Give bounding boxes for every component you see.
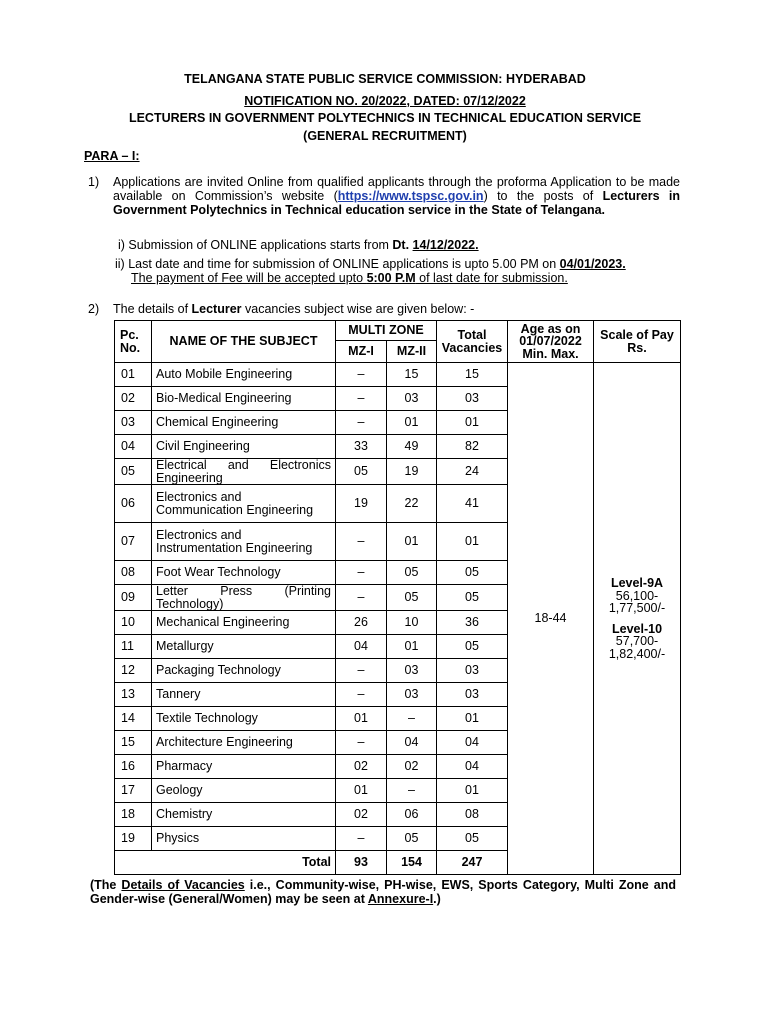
row-number: 13 xyxy=(115,683,152,707)
row-subject: Tannery xyxy=(152,683,336,707)
row-total: 41 xyxy=(437,485,508,523)
row-subject: Textile Technology xyxy=(152,707,336,731)
header-sno-line2: No. xyxy=(120,340,141,355)
row-mz2: 05 xyxy=(387,561,437,585)
fee-note xyxy=(131,271,568,285)
para-label: PARA – I: xyxy=(84,149,140,163)
row-total: 04 xyxy=(437,731,508,755)
row-total: 01 xyxy=(437,707,508,731)
row-number: 02 xyxy=(115,387,152,411)
row-total: 05 xyxy=(437,561,508,585)
row-total: 01 xyxy=(437,411,508,435)
row-subject: Mechanical Engineering xyxy=(152,611,336,635)
row-total: 03 xyxy=(437,659,508,683)
row-number: 11 xyxy=(115,635,152,659)
row-subject: Chemistry xyxy=(152,803,336,827)
row-total: 82 xyxy=(437,435,508,459)
row-total: 01 xyxy=(437,779,508,803)
item2-text xyxy=(113,302,474,316)
row-total: 05 xyxy=(437,635,508,659)
item2-text-a: The details of xyxy=(113,302,192,316)
header-multi-zone: MULTI ZONE xyxy=(336,321,437,341)
row-subject: Electronics and Communication Engineering xyxy=(152,485,336,523)
row-number: 03 xyxy=(115,411,152,435)
footnote-c: .) xyxy=(433,892,441,906)
row-subject: Metallurgy xyxy=(152,635,336,659)
row-mz1: – xyxy=(336,683,387,707)
row-mz2: 05 xyxy=(387,827,437,851)
row-mz2: 01 xyxy=(387,411,437,435)
fee-a: The payment of Fee will be accepted upto xyxy=(131,271,367,285)
header-total xyxy=(437,321,508,363)
vacancy-table xyxy=(114,320,681,875)
row-total: 36 xyxy=(437,611,508,635)
footnote xyxy=(90,878,676,906)
row-mz1: 04 xyxy=(336,635,387,659)
sub-i-prefix: i) Submission of ONLINE applications starts from xyxy=(118,238,393,252)
table-row xyxy=(115,363,681,387)
row-number: 15 xyxy=(115,731,152,755)
row-number: 01 xyxy=(115,363,152,387)
item1-text-a: Applications are invited Online from qualified applicants through the proforma Application to be made available on Commission’s website ( xyxy=(113,175,680,203)
row-mz1: 01 xyxy=(336,779,387,803)
row-mz2: 03 xyxy=(387,659,437,683)
sub-i-dt: Dt. xyxy=(392,238,413,252)
age-range: 18-44 xyxy=(508,363,594,875)
row-subject: Chemical Engineering xyxy=(152,411,336,435)
totals-mz1: 93 xyxy=(336,851,387,875)
row-mz1: – xyxy=(336,523,387,561)
row-number: 19 xyxy=(115,827,152,851)
row-mz1: – xyxy=(336,363,387,387)
row-number: 14 xyxy=(115,707,152,731)
row-mz2: 06 xyxy=(387,803,437,827)
sub-ii-prefix: ii) Last date and time for submission of ONLINE applications is upto 5.00 PM on xyxy=(115,257,560,271)
row-mz1: 05 xyxy=(336,459,387,485)
row-mz2: 03 xyxy=(387,683,437,707)
pay-level10: Level-10 xyxy=(611,621,663,636)
row-subject: Foot Wear Technology xyxy=(152,561,336,585)
pay-level9a-range2: 1,77,500/- xyxy=(608,601,666,615)
row-mz2: 02 xyxy=(387,755,437,779)
row-subject: Letter Press (Printing Technology) xyxy=(152,585,336,611)
totals-label: Total xyxy=(115,851,336,875)
row-total: 01 xyxy=(437,523,508,561)
header-age-line2: 01/07/2022 xyxy=(519,334,582,349)
fee-b: of last date for submission. xyxy=(415,271,568,285)
row-subject: Electronics and Instrumentation Engineering xyxy=(152,523,336,561)
row-mz1: – xyxy=(336,659,387,683)
row-subject: Geology xyxy=(152,779,336,803)
pay-level9a-range1: 56,100- xyxy=(615,588,659,603)
header-total-line1: Total xyxy=(457,328,487,342)
row-total: 03 xyxy=(437,387,508,411)
footnote-details: Details of Vacancies xyxy=(121,878,245,892)
submission-start xyxy=(118,238,479,252)
row-number: 08 xyxy=(115,561,152,585)
footnote-a: (The xyxy=(90,878,122,892)
row-mz1: – xyxy=(336,827,387,851)
row-number: 18 xyxy=(115,803,152,827)
pay-scale xyxy=(594,363,681,875)
footnote-b: i.e., Community-wise, PH-wise, EWS, Sports Category, Multi Zone and Gender-wise (General/Women) may be seen at xyxy=(90,878,676,906)
item1-text-b: ) to the posts of xyxy=(483,189,603,203)
row-mz1: – xyxy=(336,411,387,435)
pay-level10-range1: 57,700- xyxy=(615,634,659,648)
footnote-annexure: Annexure-I xyxy=(367,892,434,906)
row-mz2: 10 xyxy=(387,611,437,635)
pay-level10-range2: 1,82,400/- xyxy=(608,646,666,661)
header-mz1: MZ-I xyxy=(336,341,387,363)
notification-number: NOTIFICATION NO. 20/2022, DATED: 07/12/2022 xyxy=(244,94,526,108)
item2-text-b: vacancies subject wise are given below: - xyxy=(241,302,475,316)
item2-number: 2) xyxy=(88,302,100,316)
row-total: 15 xyxy=(437,363,508,387)
row-mz2: 05 xyxy=(387,585,437,611)
post-title: LECTURERS IN GOVERNMENT POLYTECHNICS IN TECHNICAL EDUCATION SERVICE xyxy=(128,111,642,125)
row-mz1: 02 xyxy=(336,755,387,779)
row-number: 05 xyxy=(115,459,152,485)
row-number: 06 xyxy=(115,485,152,523)
row-number: 12 xyxy=(115,659,152,683)
header-age-line3: Min. Max. xyxy=(522,346,579,361)
item1-bold-text: Lecturers in Government Polytechnics in Technical education service in the State of Telangana. xyxy=(113,189,680,217)
submission-end xyxy=(115,257,626,271)
row-subject: Auto Mobile Engineering xyxy=(152,363,336,387)
row-number: 16 xyxy=(115,755,152,779)
totals-total: 247 xyxy=(437,851,508,875)
sub-i-date: 14/12/2022. xyxy=(412,238,479,252)
header-subject: NAME OF THE SUBJECT xyxy=(152,321,336,363)
row-mz1: 01 xyxy=(336,707,387,731)
website-link[interactable]: https://www.tspsc.gov.in xyxy=(337,189,484,203)
row-total: 05 xyxy=(437,827,508,851)
row-mz1: 02 xyxy=(336,803,387,827)
row-subject: Architecture Engineering xyxy=(152,731,336,755)
row-mz1: – xyxy=(336,561,387,585)
header-sno xyxy=(115,321,152,363)
row-mz1: – xyxy=(336,387,387,411)
row-subject: Physics xyxy=(152,827,336,851)
pay-level9a: Level-9A xyxy=(610,576,664,590)
item2-bold: Lecturer xyxy=(191,302,242,316)
header-total-line2: Vacancies xyxy=(441,340,503,355)
row-mz1: – xyxy=(336,585,387,611)
row-mz2: 22 xyxy=(387,485,437,523)
header-pay-line1: Scale of Pay xyxy=(600,328,674,342)
row-subject: Pharmacy xyxy=(152,755,336,779)
header-age xyxy=(508,321,594,363)
row-mz2: 49 xyxy=(387,435,437,459)
row-number: 07 xyxy=(115,523,152,561)
row-mz2: 04 xyxy=(387,731,437,755)
row-total: 03 xyxy=(437,683,508,707)
row-subject: Bio-Medical Engineering xyxy=(152,387,336,411)
org-title: TELANGANA STATE PUBLIC SERVICE COMMISSION: HYDERABAD xyxy=(184,72,586,86)
header-sno-line1: Pc. xyxy=(120,328,139,342)
header-pay xyxy=(594,321,681,363)
row-mz2: 19 xyxy=(387,459,437,485)
row-number: 09 xyxy=(115,585,152,611)
row-mz1: – xyxy=(336,731,387,755)
row-total: 04 xyxy=(437,755,508,779)
row-subject: Packaging Technology xyxy=(152,659,336,683)
row-mz2: 03 xyxy=(387,387,437,411)
row-subject: Electrical and Electronics Engineering xyxy=(152,459,336,485)
row-number: 17 xyxy=(115,779,152,803)
header-pay-line2: Rs. xyxy=(627,340,647,355)
header-mz2: MZ-II xyxy=(387,341,437,363)
row-mz1: 26 xyxy=(336,611,387,635)
row-mz2: 15 xyxy=(387,363,437,387)
item1-text xyxy=(113,175,680,217)
row-mz2: 01 xyxy=(387,523,437,561)
row-mz2: – xyxy=(387,707,437,731)
item1-number: 1) xyxy=(88,175,100,189)
row-mz1: 33 xyxy=(336,435,387,459)
row-number: 04 xyxy=(115,435,152,459)
totals-mz2: 154 xyxy=(387,851,437,875)
row-mz1: 19 xyxy=(336,485,387,523)
header-age-line1: Age as on xyxy=(520,321,581,336)
row-total: 24 xyxy=(437,459,508,485)
sub-ii-date: 04/01/2023. xyxy=(559,257,626,271)
row-mz2: 01 xyxy=(387,635,437,659)
row-total: 05 xyxy=(437,585,508,611)
recruitment-type: (GENERAL RECRUITMENT) xyxy=(303,129,467,143)
row-subject: Civil Engineering xyxy=(152,435,336,459)
row-number: 10 xyxy=(115,611,152,635)
fee-time: 5:00 P.M xyxy=(366,271,416,285)
row-mz2: – xyxy=(387,779,437,803)
row-total: 08 xyxy=(437,803,508,827)
